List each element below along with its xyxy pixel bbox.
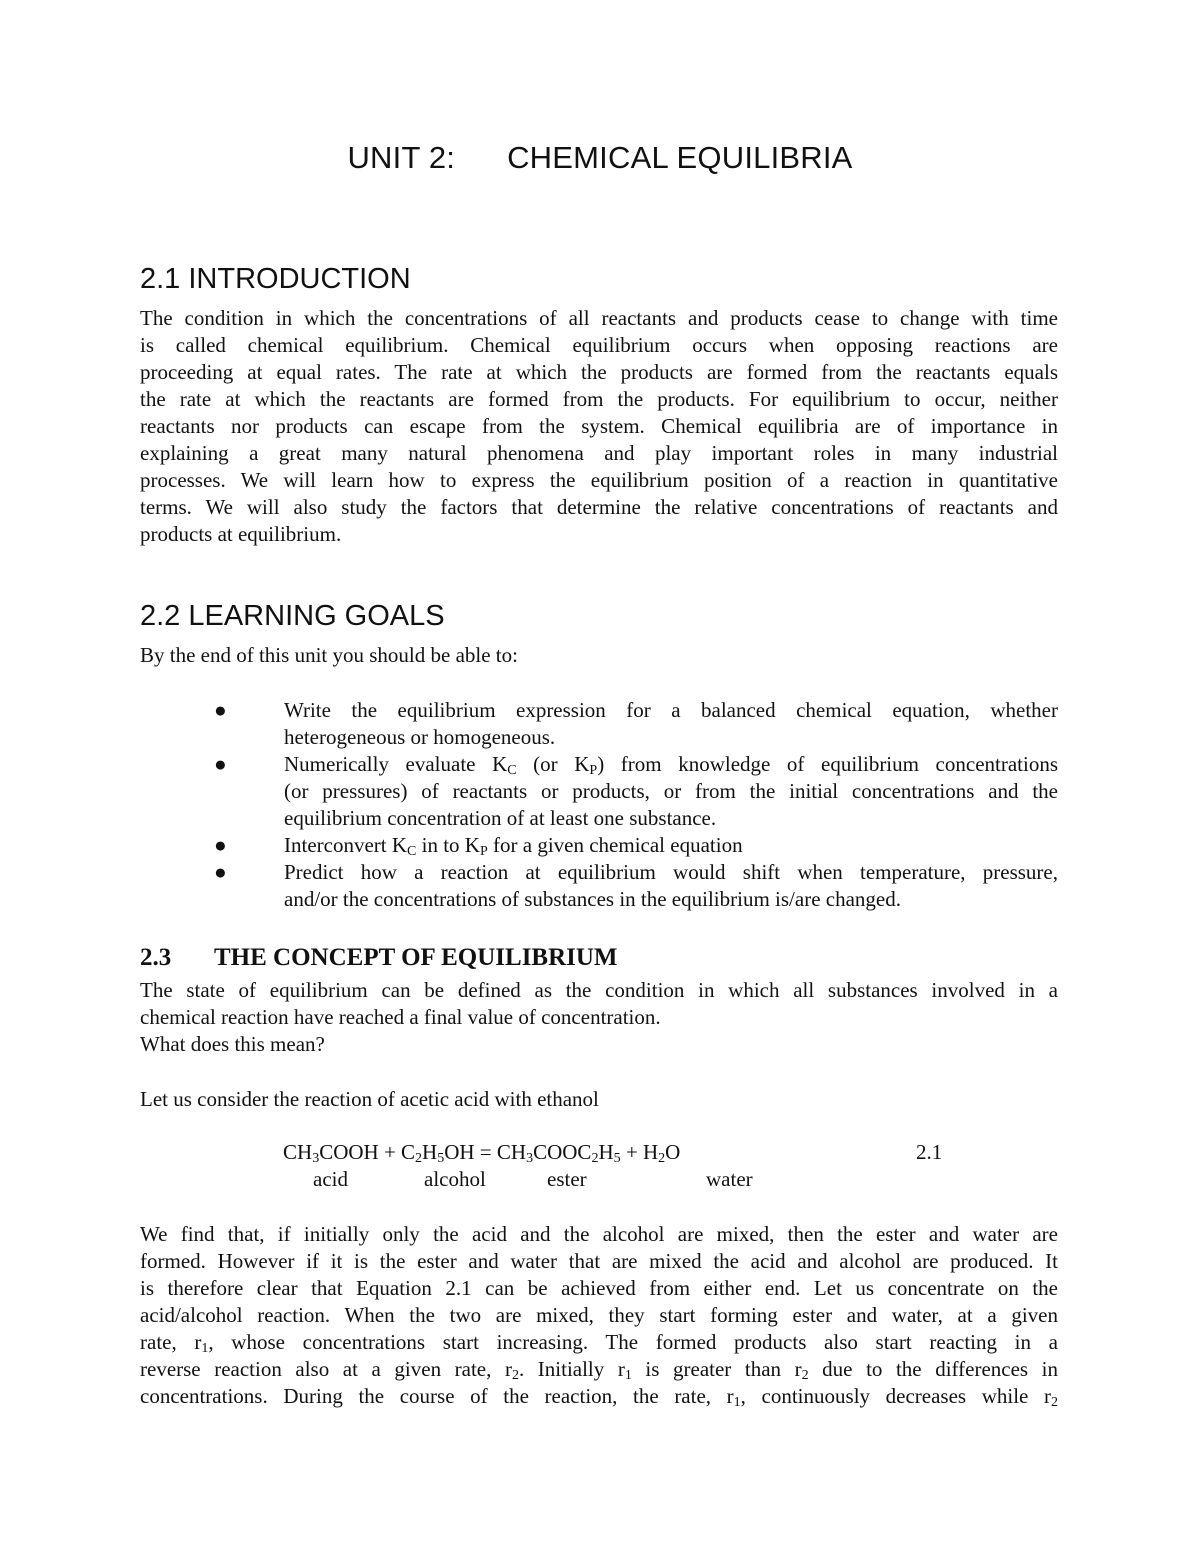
text-line: We find that, if initially only the acid and the alcohol are mixed, then the ester and water are bbox=[140, 1222, 1058, 1246]
text-line: chemical reaction have reached a final value of concentration. bbox=[140, 1005, 661, 1029]
text-line: is called chemical equilibrium. Chemical equilibrium occurs when opposing reactions are bbox=[140, 333, 1058, 357]
text-line: reactants nor products can escape from the system. Chemical equilibria are of importance in bbox=[140, 414, 1058, 438]
bullet-icon: ● bbox=[214, 860, 227, 884]
label-ester: ester bbox=[547, 1167, 587, 1191]
text-line: proceeding at equal rates. The rate at which the products are formed from the reactants equals bbox=[140, 360, 1058, 384]
text-line: processes. We will learn how to express the equilibrium position of a reaction in quantitative bbox=[140, 468, 1058, 492]
text-line: The condition in which the concentrations of all reactants and products cease to change with time bbox=[140, 306, 1058, 330]
equation-number: 2.1 bbox=[916, 1140, 943, 1164]
list-item: ● Predict how a reaction at equilibrium would shift when temperature, pressure, and/or the concentrations of substances in the equilibrium is/are changed. bbox=[214, 860, 1058, 911]
section-heading-concept: 2.3 THE CONCEPT OF EQUILIBRIUM bbox=[140, 944, 618, 971]
unit-label: UNIT 2: bbox=[347, 140, 456, 175]
learning-goals-intro: By the end of this unit you should be able to: bbox=[140, 643, 518, 667]
text-line: the rate at which the reactants are formed from the products. For equilibrium to occur, neither bbox=[140, 387, 1058, 411]
list-item: ● Numerically evaluate $K_C$ (or $K_P$) from knowledge of equilibrium concentrations (or pressures) of reactants or products, or from the initial concentrations and the equilibrium concentration of at least one substance. bbox=[214, 752, 1059, 830]
label-water: water bbox=[706, 1167, 753, 1191]
text-line: reverse reaction also at a given rate, $r_2$. Initially $r_1$ is greater than $r_2$ due to the differences in bbox=[140, 1357, 1059, 1383]
section-heading-learning-goals: 2.2 LEARNING GOALS bbox=[140, 600, 445, 632]
learning-goals-list bbox=[140, 697, 1058, 913]
unit-name: CHEMICAL EQUILIBRIA bbox=[507, 140, 853, 175]
introduction-paragraph bbox=[140, 305, 1058, 548]
text-line: explaining a great many natural phenomena and play important roles in many industrial bbox=[140, 441, 1058, 465]
bullet-icon: ● bbox=[214, 833, 227, 857]
text-line: acid/alcohol reaction. When the two are mixed, they start forming ester and water, at a given bbox=[140, 1303, 1058, 1327]
text-line: rate, $r_1$, whose concentrations start increasing. The formed products also start reacting in a bbox=[140, 1330, 1058, 1356]
chemical-equation: $CH_3COOH + C_2H_5OH$ = $CH_3COOC_2H_5 + H_2O$ bbox=[283, 1140, 681, 1166]
page-title bbox=[0, 140, 1200, 176]
list-item: ● Write the equilibrium expression for a balanced chemical equation, whether heterogeneous or homogeneous. bbox=[214, 698, 1058, 749]
label-alcohol: alcohol bbox=[424, 1167, 486, 1191]
concept-paragraph bbox=[140, 977, 1058, 1058]
section-heading-introduction: 2.1 INTRODUCTION bbox=[140, 263, 411, 295]
text-line: formed. However if it is the ester and water that are mixed the acid and alcohol are produced. It bbox=[140, 1249, 1058, 1273]
bullet-icon: ● bbox=[214, 698, 227, 722]
text-line: is therefore clear that Equation 2.1 can be achieved from either end. Let us concentrate on the bbox=[140, 1276, 1058, 1300]
consider-line: Let us consider the reaction of acetic acid with ethanol bbox=[140, 1087, 599, 1111]
discussion-paragraph bbox=[140, 1221, 1058, 1410]
text-line: What does this mean? bbox=[140, 1032, 325, 1056]
list-item: ● Interconvert $K_C$ in to $K_P$ for a given chemical equation bbox=[214, 833, 743, 859]
text-line: products at equilibrium. bbox=[140, 522, 342, 546]
bullet-icon: ● bbox=[214, 752, 227, 776]
text-line: concentrations. During the course of the reaction, the rate, $r_1$, continuously decreases while $r_2$ bbox=[140, 1384, 1058, 1410]
text-line: The state of equilibrium can be defined as the condition in which all substances involved in a bbox=[140, 978, 1058, 1002]
text-line: terms. We will also study the factors that determine the relative concentrations of reactants and bbox=[140, 495, 1058, 519]
label-acid: acid bbox=[313, 1167, 348, 1191]
